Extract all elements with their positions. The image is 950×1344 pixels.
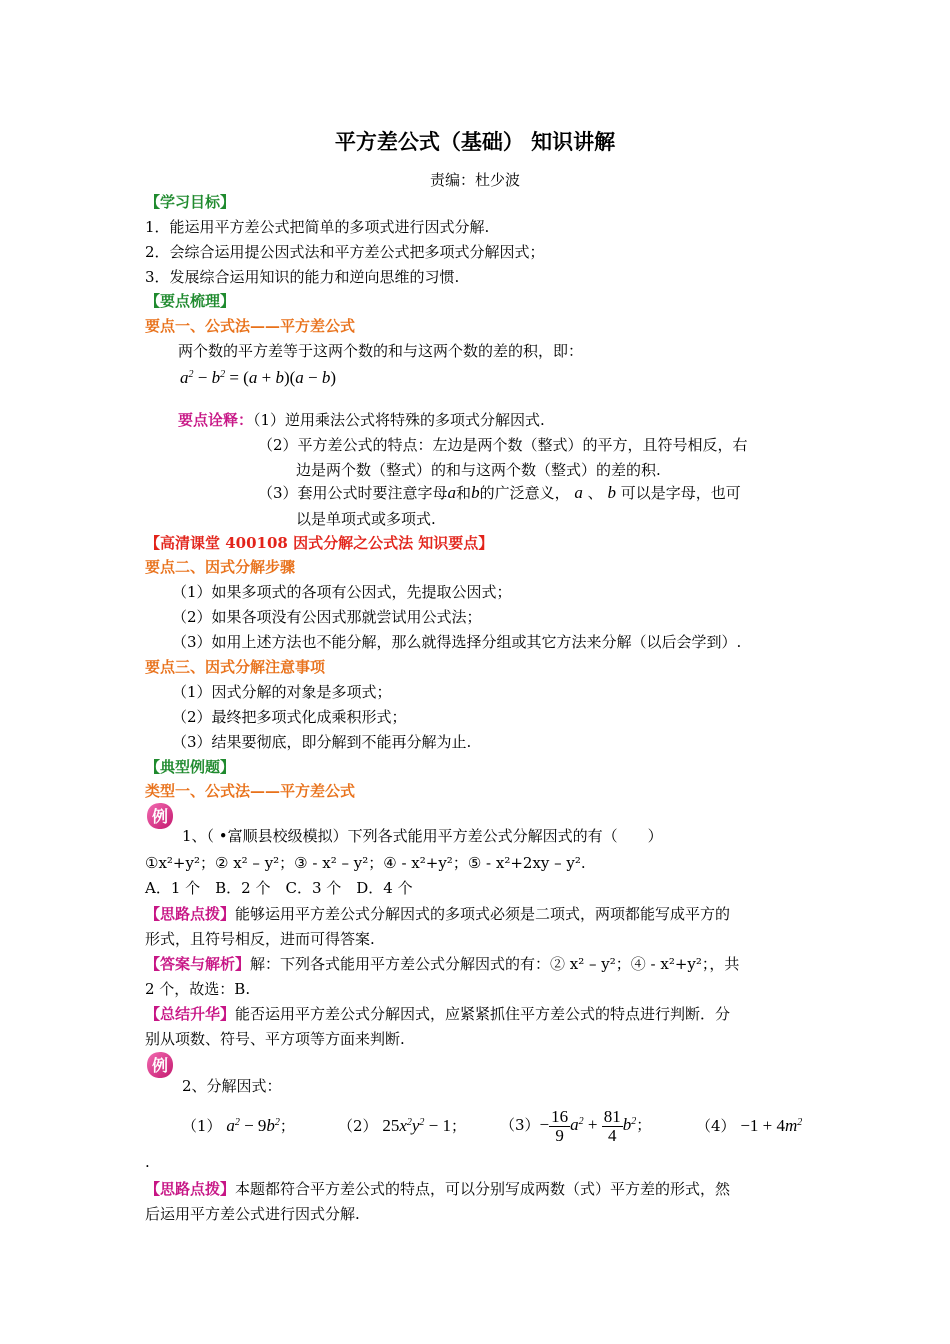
example2-part1: （1） $a^2 - 9b^2$； (182, 1116, 295, 1135)
note-label: 要点诠释： (178, 411, 254, 429)
video-lesson-link[interactable]: 【高清课堂 400108 因式分解之公式法 知识要点】 (145, 534, 494, 552)
example1-question: 1、（ •富顺县校级模拟）下列各式能用平方差公式分解因式的有（ ） (182, 827, 663, 845)
example1-summary-line2: 别从项数、符号、平方项等方面来判断. (145, 1030, 405, 1048)
point3-title: 要点三、因式分解注意事项 (145, 658, 326, 676)
example2-part4: $(4) -1 + 4m^2$ (696, 1116, 803, 1135)
svg-text:例: 例 (151, 1056, 169, 1075)
point1-note2-line2: 边是两个数（整式）的和与这两个数（整式）的差的积. (296, 461, 661, 479)
point2-item-1: （1）如果多项式的各项有公因式，先提取公因式； (172, 583, 512, 601)
type1-title: 类型一、公式法——平方差公式 (145, 782, 356, 800)
difference-of-squares-formula: $a^2 - b^2 = (a + b)(a - b)$ (180, 368, 337, 387)
example2-question: 2、分解因式： (182, 1077, 282, 1095)
point1-title: 要点一、公式法——平方差公式 (145, 317, 356, 335)
page-title: 平方差公式（基础） 知识讲解 (334, 129, 616, 154)
goal-item-3: 3．发展综合运用知识的能力和逆向思维的习惯. (145, 268, 460, 286)
examples-heading: 【典型例题】 (145, 758, 236, 776)
point3-item-3: （3）结果要彻底，即分解到不能再分解为止. (172, 733, 472, 751)
editor-line: 责编：杜少波 (429, 171, 520, 189)
example2-trailing-period: . (145, 1153, 150, 1171)
point1-note2-line1: （2）平方差公式的特点：左边是两个数（整式）的平方，且符号相反，右 (258, 436, 748, 454)
goals-heading: 【学习目标】 (145, 193, 236, 211)
svg-text:例: 例 (151, 807, 169, 826)
example1-answer-line1: 【答案与解析】解：下列各式能用平方差公式分解因式的有：② x² – y²；④ - x²+y²；，共 (145, 955, 740, 973)
point1-note3-line1: （3）套用公式时要注意字母a和b的广泛意义， a 、 b 可以是字母，也可 (258, 483, 741, 502)
point3-item-1: （1）因式分解的对象是多项式； (172, 683, 392, 701)
point1-note3-line2: 以是单项式或多项式. (296, 510, 436, 528)
point1-note1: 要点诠释：（1）逆用乘法公式将特殊的多项式分解因式. (178, 411, 545, 429)
example1-options: ①x²+y²；② x² – y²；③ - x² – y²；④ - x²+y²；⑤ - x²+2xy – y². (145, 854, 586, 872)
example1-choices: A．1 个 B．2 个 C．3 个 D．4 个 (145, 879, 413, 897)
example-badge-icon (146, 802, 174, 830)
example2-part3: （3）− $\frac{16}{9}$ $a^2$ + $\frac{81}{4}$ $b^2$； (500, 1106, 652, 1145)
key-points-heading: 【要点梳理】 (145, 292, 236, 310)
example2-hint-line1: 【思路点拨】本题都符合平方差公式的特点，可以分别写成两数（式）平方差的形式，然 (145, 1180, 731, 1198)
example-badge-icon (146, 1051, 174, 1079)
goal-item-2: 2．会综合运用提公因式法和平方差公式把多项式分解因式； (145, 243, 545, 261)
point2-item-3: （3）如用上述方法也不能分解，那么就得选择分组或其它方法来分解（以后会学到）. (172, 633, 742, 651)
example1-summary-line1: 【总结升华】能否运用平方差公式分解因式，应紧紧抓住平方差公式的特点进行判断．分 (145, 1005, 731, 1023)
point3-item-2: （2）最终把多项式化成乘积形式； (172, 708, 407, 726)
goal-item-1: 1．能运用平方差公式把简单的多项式进行因式分解. (145, 218, 490, 236)
point2-item-2: （2）如果各项没有公因式那就尝试用公式法； (172, 608, 482, 626)
example1-hint-line2: 形式，且符号相反，进而可得答案. (145, 930, 375, 948)
point1-intro: 两个数的平方差等于这两个数的和与这两个数的差的积，即： (178, 342, 584, 360)
example1-answer-line2: 2 个，故选：B. (145, 980, 251, 998)
example2-part2: （2） $25x^2y^2 - 1$； (338, 1116, 467, 1135)
point2-title: 要点二、因式分解步骤 (145, 558, 296, 576)
example2-hint-line2: 后运用平方差公式进行因式分解. (145, 1205, 360, 1223)
example1-hint-line1: 【思路点拨】能够运用平方差公式分解因式的多项式必须是二项式，两项都能写成平方的 (145, 905, 731, 923)
